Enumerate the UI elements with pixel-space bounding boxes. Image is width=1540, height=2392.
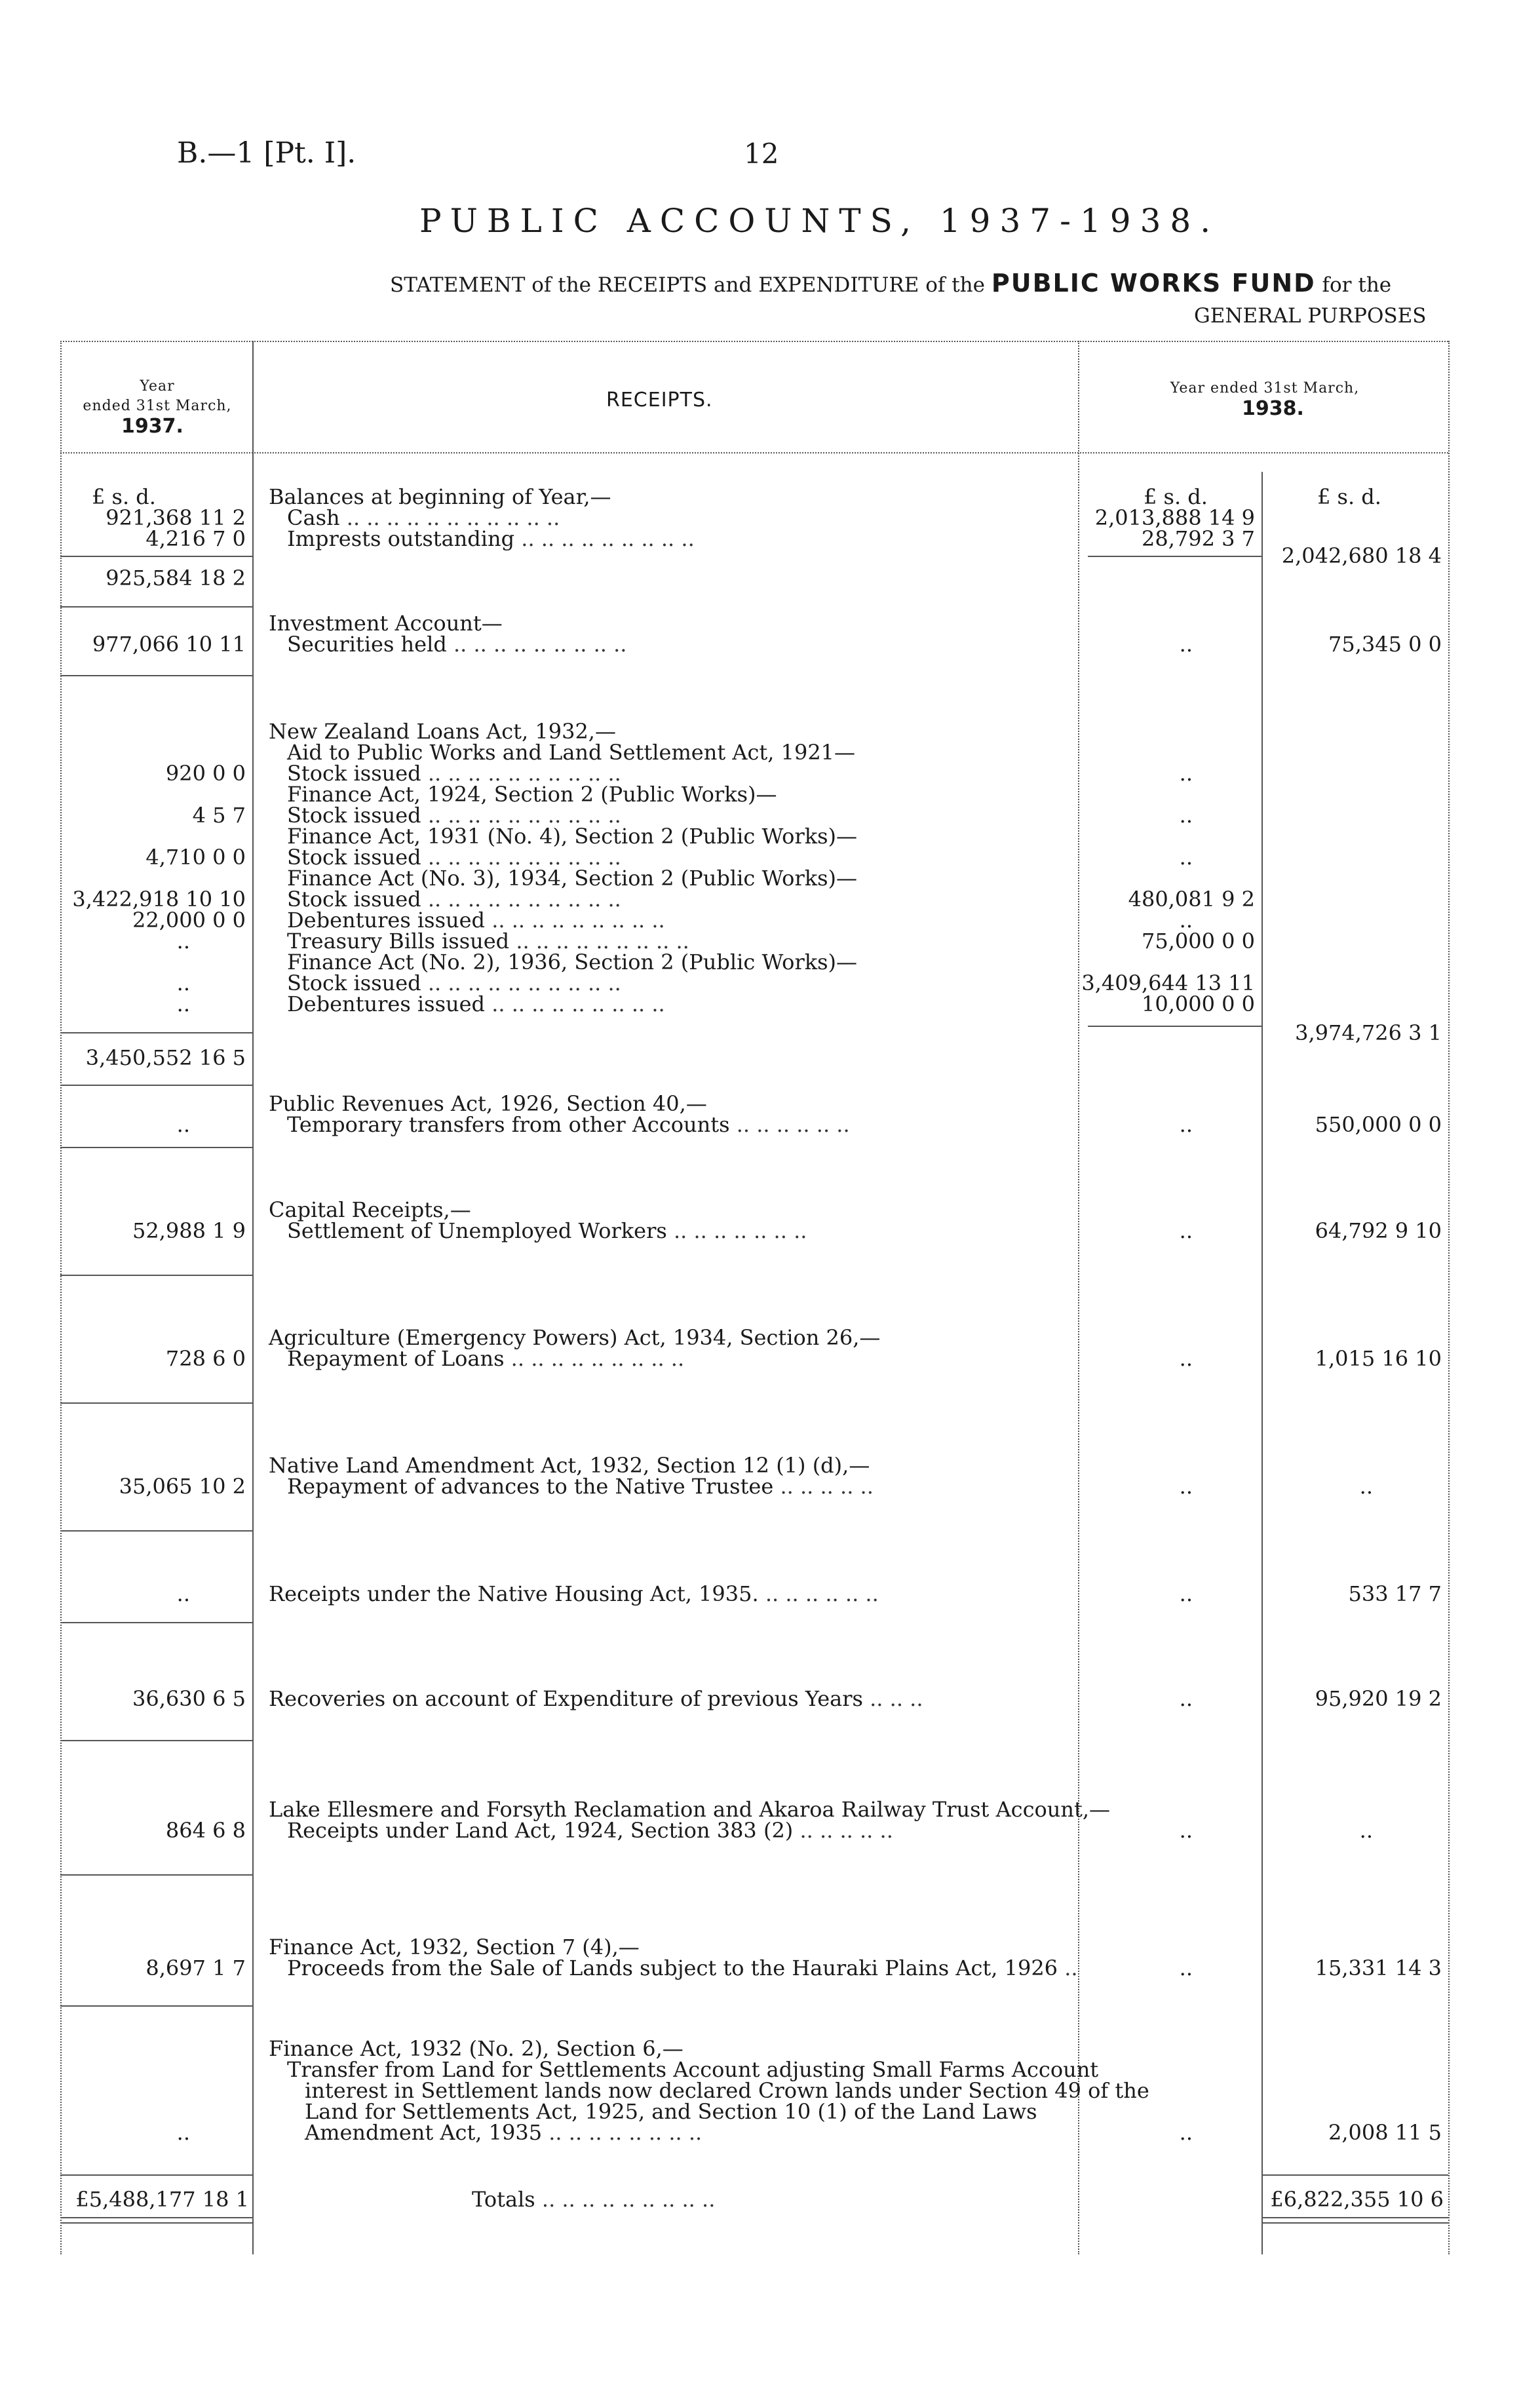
agriculture-prev: 728 6 0	[165, 1346, 246, 1371]
header-bottom-rule	[60, 452, 1448, 453]
native-land-prev: 35,065 10 2	[119, 1474, 246, 1499]
recoveries-curr: 95,920 19 2	[1315, 1686, 1442, 1711]
subtitle-post: for the	[1322, 273, 1392, 297]
curr-year-header-year: 1938.	[1242, 397, 1304, 420]
finance1932-heading: Finance Act, 1932, Section 7 (4),—	[269, 1935, 640, 1959]
loans-sub4: Finance Act (No. 3), 1934, Section 2 (Public Works)—	[287, 866, 858, 891]
loans-curr-4b: ..	[1179, 908, 1193, 933]
native-housing-curr-mid: ..	[1179, 1581, 1193, 1606]
rule	[60, 1275, 252, 1276]
totals-curr: £6,822,355 10 6	[1270, 2187, 1444, 2212]
loans-sub4-item2: Debentures issued .. .. .. .. .. .. .. .. ..	[287, 908, 665, 933]
investment-prev: 977,066 10 11	[92, 632, 246, 657]
balances-prev-total: 925,584 18 2	[106, 566, 246, 590]
balances-curr-total: 2,042,680 18 4	[1281, 543, 1442, 568]
rule	[1261, 2174, 1448, 2176]
public-revenues-curr-mid: ..	[1179, 1112, 1193, 1137]
finance1932-2-prev: ..	[176, 2120, 190, 2145]
rule	[60, 1530, 252, 1532]
loans-prev-3: 4,710 0 0	[145, 845, 246, 870]
loans-sub2: Finance Act, 1924, Section 2 (Public Works)—	[287, 782, 777, 807]
loans-curr-2: ..	[1179, 803, 1193, 828]
finance1932-2-line3: Land for Settlements Act, 1925, and Section 10 (1) of the Land Laws	[305, 2099, 1037, 2124]
finance1932-2-line1: Transfer from Land for Settlements Account adjusting Small Farms Account	[287, 2057, 1099, 2082]
recoveries-prev: 36,630 6 5	[132, 1686, 246, 1711]
table-top-rule	[60, 341, 1448, 342]
subtitle-fund: PUBLIC WORKS FUND	[991, 269, 1316, 298]
loans-curr-4c: 75,000 0 0	[1141, 929, 1255, 954]
loans-curr-5a: 3,409,644 13 11	[1081, 971, 1255, 995]
loans-curr-3: ..	[1179, 845, 1193, 870]
rule	[1088, 556, 1261, 557]
totals-prev: £5,488,177 18 1	[75, 2187, 249, 2212]
loans-sub4-item1: Stock issued .. .. .. .. .. .. .. .. .. ..	[287, 887, 621, 912]
loans-prev-4c: ..	[176, 929, 190, 954]
lake-curr-mid: ..	[1179, 1818, 1193, 1843]
subtitle-pre: STATEMENT of the RECEIPTS and EXPENDITURE of the	[390, 273, 985, 297]
page-number: 12	[744, 138, 779, 170]
finance1932-curr-mid: ..	[1179, 1956, 1193, 1980]
loans-prev-4b: 22,000 0 0	[132, 908, 246, 933]
finance1932-2-curr-mid: ..	[1179, 2120, 1193, 2145]
loans-curr-total: 3,974,726 3 1	[1295, 1020, 1442, 1045]
loans-sub5-item2: Debentures issued .. .. .. .. .. .. .. .. ..	[287, 992, 665, 1016]
rule	[60, 2217, 252, 2218]
finance1932-curr: 15,331 14 3	[1315, 1956, 1442, 1980]
recoveries-curr-mid: ..	[1179, 1686, 1193, 1711]
public-revenues-label: Temporary transfers from other Accounts .. .. .. .. .. ..	[287, 1112, 850, 1137]
capital-curr: 64,792 9 10	[1315, 1218, 1442, 1243]
finance1932-2-line4: Amendment Act, 1935 .. .. .. .. .. .. .. ..	[305, 2120, 703, 2145]
balances-curr-cash: 2,013,888 14 9	[1094, 505, 1255, 530]
rule	[60, 2005, 252, 2007]
loans-sub1-item: Stock issued .. .. .. .. .. .. .. .. .. ..	[287, 761, 621, 786]
agriculture-curr: 1,015 16 10	[1315, 1346, 1442, 1371]
rule	[60, 675, 252, 676]
loans-heading: New Zealand Loans Act, 1932,—	[269, 719, 616, 744]
capital-prev: 52,988 1 9	[132, 1218, 246, 1243]
lake-heading: Lake Ellesmere and Forsyth Reclamation and Akaroa Railway Trust Account,—	[269, 1797, 1111, 1822]
loans-prev-5a: ..	[176, 971, 190, 995]
curr-year-header: Year ended 31st March,	[1170, 380, 1360, 396]
rule	[60, 1740, 252, 1741]
loans-curr-1: ..	[1179, 761, 1193, 786]
receipts-header: RECEIPTS.	[606, 389, 713, 412]
curr-mid-units: £ s. d.	[1144, 484, 1208, 509]
recoveries-label: Recoveries on account of Expenditure of previous Years .. .. ..	[269, 1686, 923, 1711]
loans-prev-total: 3,450,552 16 5	[85, 1045, 246, 1070]
prev-year-header-l1: Year	[140, 378, 175, 395]
prev-year-divider	[252, 341, 254, 2254]
capital-label: Settlement of Unemployed Workers .. .. .. .. .. .. ..	[287, 1218, 807, 1243]
finance1932-2-heading: Finance Act, 1932 (No. 2), Section 6,—	[269, 2036, 683, 2061]
finance1932-2-curr: 2,008 11 5	[1328, 2120, 1442, 2145]
rule	[60, 2222, 252, 2224]
loans-sub4-item3: Treasury Bills issued .. .. .. .. .. .. .. .. ..	[287, 929, 689, 954]
prev-year-header	[66, 377, 249, 416]
right-border	[1448, 341, 1450, 2254]
capital-curr-mid: ..	[1179, 1218, 1193, 1243]
loans-sub1: Aid to Public Works and Land Settlement Act, 1921—	[287, 740, 856, 765]
native-housing-curr: 533 17 7	[1348, 1581, 1442, 1606]
rule	[60, 1032, 252, 1033]
rule	[60, 1874, 252, 1876]
page-title: PUBLIC ACCOUNTS, 1937-1938.	[419, 202, 1220, 240]
rule	[60, 1402, 252, 1404]
rule	[60, 606, 252, 608]
native-land-heading: Native Land Amendment Act, 1932, Section 12 (1) (d),—	[269, 1453, 870, 1478]
lake-curr: ..	[1359, 1818, 1373, 1843]
loans-curr-5b: 10,000 0 0	[1141, 992, 1255, 1016]
prev-year-header-l2: ended 31st March,	[83, 398, 232, 414]
rule	[60, 1147, 252, 1148]
document-reference: B.—1 [Pt. I].	[177, 136, 356, 170]
curr-units: £ s. d.	[1317, 484, 1381, 509]
loans-sub3: Finance Act, 1931 (No. 4), Section 2 (Public Works)—	[287, 824, 858, 849]
receipts-divider	[1078, 341, 1079, 2254]
lake-label: Receipts under Land Act, 1924, Section 383 (2) .. .. .. .. ..	[287, 1818, 893, 1843]
balances-heading: Balances at beginning of Year,—	[269, 484, 611, 509]
balances-imprests-label: Imprests outstanding .. .. .. .. .. .. .. .. ..	[287, 526, 695, 551]
investment-label: Securities held .. .. .. .. .. .. .. .. ..	[287, 632, 627, 657]
public-revenues-curr: 550,000 0 0	[1315, 1112, 1442, 1137]
loans-sub5-item1: Stock issued .. .. .. .. .. .. .. .. .. ..	[287, 971, 621, 995]
agriculture-curr-mid: ..	[1179, 1346, 1193, 1371]
loans-prev-2: 4 5 7	[192, 803, 246, 828]
investment-heading: Investment Account—	[269, 611, 503, 636]
rule	[1088, 1026, 1261, 1027]
rule	[60, 1085, 252, 1086]
public-revenues-heading: Public Revenues Act, 1926, Section 40,—	[269, 1091, 707, 1116]
finance1932-2-line2: interest in Settlement lands now declared Crown lands under Section 49 of the	[305, 2078, 1149, 2103]
native-land-curr-mid: ..	[1179, 1474, 1193, 1499]
native-land-curr: ..	[1359, 1474, 1373, 1499]
loans-sub5: Finance Act (No. 2), 1936, Section 2 (Public Works)—	[287, 950, 858, 974]
statement-subtitle	[390, 269, 1391, 298]
balances-curr-imprests: 28,792 3 7	[1141, 526, 1255, 551]
balances-prev-cash: 921,368 11 2	[106, 505, 246, 530]
rule	[1261, 2222, 1448, 2224]
loans-prev-5b: ..	[176, 992, 190, 1016]
left-border	[60, 341, 62, 2254]
native-housing-label: Receipts under the Native Housing Act, 1935. .. .. .. .. .. ..	[269, 1581, 879, 1606]
agriculture-label: Repayment of Loans .. .. .. .. .. .. .. .. ..	[287, 1346, 685, 1371]
lake-prev: 864 6 8	[165, 1818, 246, 1843]
loans-sub3-item: Stock issued .. .. .. .. .. .. .. .. .. ..	[287, 845, 621, 870]
curr-mid-divider	[1261, 472, 1263, 2254]
finance1932-prev: 8,697 1 7	[145, 1956, 246, 1980]
loans-curr-4a: 480,081 9 2	[1128, 887, 1255, 912]
loans-prev-4a: 3,422,918 10 10	[72, 887, 246, 912]
native-land-label: Repayment of advances to the Native Trustee .. .. .. .. ..	[287, 1474, 874, 1499]
capital-heading: Capital Receipts,—	[269, 1197, 471, 1222]
native-housing-prev: ..	[176, 1581, 190, 1606]
balances-prev-imprests: 4,216 7 0	[145, 526, 246, 551]
agriculture-heading: Agriculture (Emergency Powers) Act, 1934, Section 26,—	[269, 1325, 881, 1350]
rule	[1261, 2217, 1448, 2218]
loans-prev-1: 920 0 0	[165, 761, 246, 786]
prev-year-header-year: 1937.	[121, 415, 183, 438]
rule	[60, 2174, 252, 2176]
public-revenues-prev: ..	[176, 1112, 190, 1137]
investment-curr: 75,345 0 0	[1328, 632, 1442, 657]
investment-curr-mid: ..	[1179, 632, 1193, 657]
rule	[60, 1622, 252, 1623]
totals-label: Totals .. .. .. .. .. .. .. .. ..	[472, 2187, 716, 2212]
rule	[60, 556, 252, 557]
subtitle-line2: GENERAL PURPOSES	[1194, 304, 1427, 328]
loans-sub2-item: Stock issued .. .. .. .. .. .. .. .. .. ..	[287, 803, 621, 828]
prev-units: £ s. d.	[92, 484, 156, 509]
finance1932-label: Proceeds from the Sale of Lands subject to the Hauraki Plains Act, 1926 ..	[287, 1956, 1078, 1980]
balances-cash-label: Cash .. .. .. .. .. .. .. .. .. .. ..	[287, 505, 560, 530]
